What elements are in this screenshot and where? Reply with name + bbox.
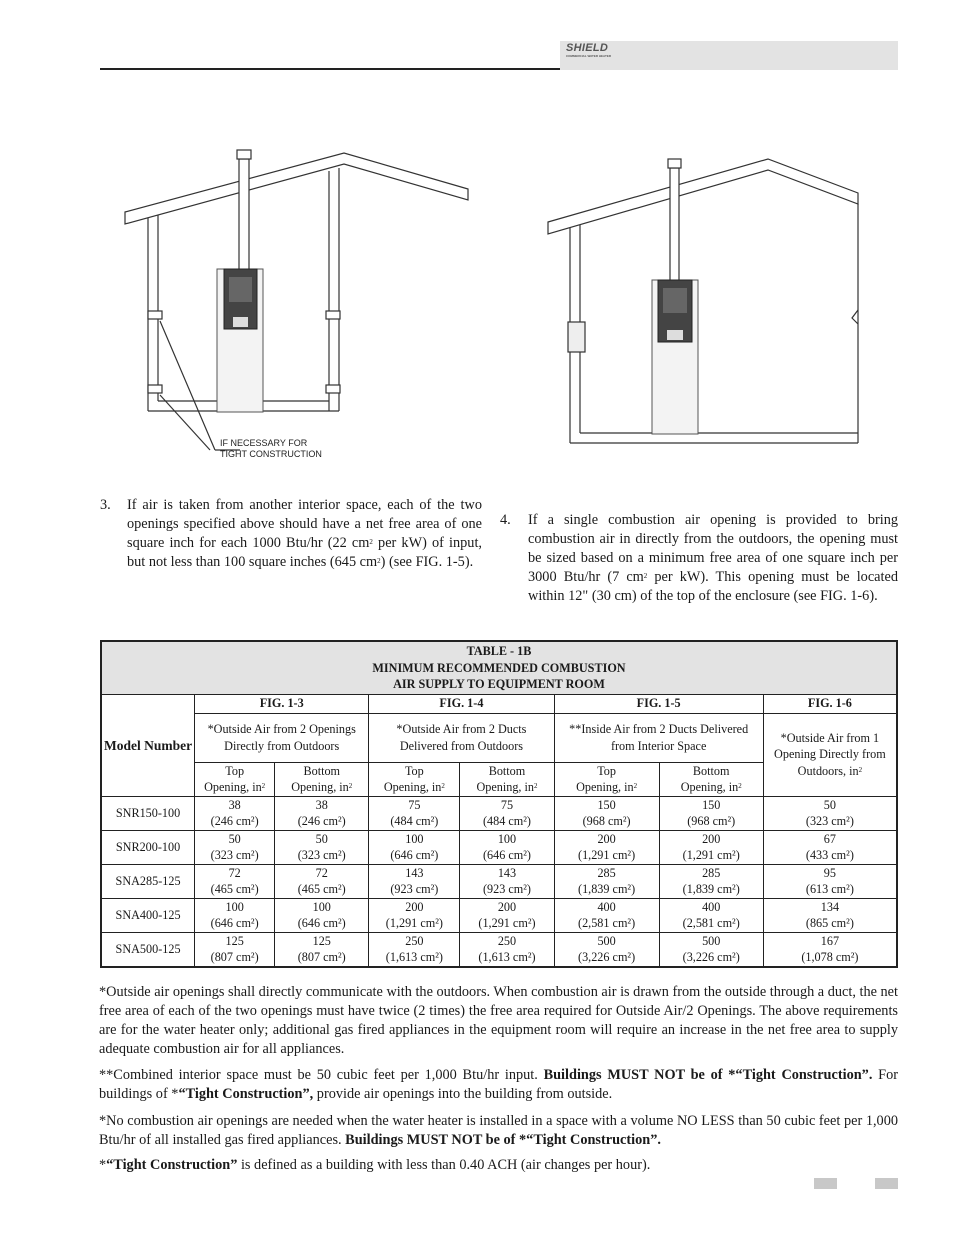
fig-header: FIG. 1-6 [763, 694, 897, 713]
value-cell: 150 (968 cm²) [554, 796, 659, 830]
water-heater-right [652, 280, 698, 434]
value-cell: 200 (1,291 cm²) [659, 830, 763, 864]
model-cell: SNR150-100 [101, 796, 195, 830]
value-cell: 285 (1,839 cm²) [659, 864, 763, 898]
note-no-openings: *No combustion air openings are needed when the water heater is installed in a space with a volume NO LESS than 50 cubic feet per 1,000 Btu/hr of all installed gas fired appliances. Buildings MUST NOT be of *“Tight Construction”. [99, 1113, 898, 1148]
page-marker-left [814, 1178, 837, 1189]
value-cell: 250 (1,613 cm²) [460, 932, 554, 967]
value-cell: 100 (646 cm²) [195, 898, 275, 932]
figure-interior-openings [120, 145, 480, 465]
table-row [101, 932, 897, 967]
model-number-header: Model Number [101, 694, 195, 796]
value-cell: 134 (865 cm²) [763, 898, 897, 932]
brand-logo: SHIELD COMMERCIAL WATER HEATER [566, 42, 611, 58]
table-title: TABLE - 1B MINIMUM RECOMMENDED COMBUSTION AIR SUPPLY TO EQUIPMENT ROOM [101, 641, 897, 694]
value-cell: 400 (2,581 cm²) [659, 898, 763, 932]
value-cell: 38 (246 cm²) [275, 796, 369, 830]
value-cell: 100 (646 cm²) [460, 830, 554, 864]
note-tight-construction: *“Tight Construction” is defined as a building with less than 0.40 ACH (air changes per hour). [99, 1157, 651, 1173]
value-cell: 500 (3,226 cm²) [659, 932, 763, 967]
fig-header: FIG. 1-3 [195, 694, 369, 713]
value-cell: 125 (807 cm²) [195, 932, 275, 967]
value-cell: 50 (323 cm²) [195, 830, 275, 864]
value-cell: 200 (1,291 cm²) [460, 898, 554, 932]
value-cell: 250 (1,613 cm²) [369, 932, 460, 967]
value-cell: 200 (1,291 cm²) [554, 830, 659, 864]
water-heater-left [217, 269, 263, 412]
value-cell: 72 (465 cm²) [195, 864, 275, 898]
value-cell: 143 (923 cm²) [369, 864, 460, 898]
value-cell: 100 (646 cm²) [275, 898, 369, 932]
fig-description: *Outside Air from 2 Openings Directly from Outdoors [195, 713, 369, 762]
fig-header: FIG. 1-5 [554, 694, 763, 713]
paragraph-4: 4. If a single combustion air opening is provided to bring combustion air in directly from the outdoors, the opening must be sized based on a minimum free area of one square inch per 3000 Btu/hr (7 $cm^2$ per kW). This opening must be located within 12" (30 cm) of the top of the enclosure (see FIG. 1-6). [500, 512, 898, 604]
figure-note: IF NECESSARY FOR TIGHT CONSTRUCTION [220, 438, 322, 459]
value-cell: 285 (1,839 cm²) [554, 864, 659, 898]
fig-description: *Outside Air from 2 Ducts Delivered from Outdoors [369, 713, 554, 762]
table-row [101, 796, 897, 830]
value-cell: 50 (323 cm²) [275, 830, 369, 864]
value-cell: 75 (484 cm²) [369, 796, 460, 830]
value-cell: 38 (246 cm²) [195, 796, 275, 830]
value-cell: 167 (1,078 cm²) [763, 932, 897, 967]
page-marker-right [875, 1178, 898, 1189]
figure-single-opening [540, 150, 870, 460]
value-cell: 50 (323 cm²) [763, 796, 897, 830]
value-cell: 72 (465 cm²) [275, 864, 369, 898]
value-cell: 125 (807 cm²) [275, 932, 369, 967]
fig-description: *Outside Air from 1 Opening Directly from Outdoors, $in^2$ [763, 713, 897, 796]
value-cell: 200 (1,291 cm²) [369, 898, 460, 932]
fig-header: FIG. 1-4 [369, 694, 554, 713]
note-interior-space: **Combined interior space must be 50 cubic feet per 1,000 Btu/hr input. Buildings MUST NOT be of *“Tight Construction”. For buildings of *“Tight Construction”, provide air openings into the building from outside. [99, 1067, 898, 1102]
fig-description: **Inside Air from 2 Ducts Delivered from Interior Space [554, 713, 763, 762]
table-row [101, 898, 897, 932]
model-cell: SNA500-125 [101, 932, 195, 967]
header-rule [100, 68, 626, 70]
note-outside-air: *Outside air openings shall directly communicate with the outdoors. When combustion air is drawn from the outside through a duct, the net free area of each of the two openings must have twice (2 times) the free area required for Outside Air/2 Openings. The above requirements are for the water heater only; additional gas fired appliances in the equipment room will require an increase in the net free area to supply adequate combustion air for all appliances. [99, 984, 898, 1057]
model-cell: SNR200-100 [101, 830, 195, 864]
value-cell: 100 (646 cm²) [369, 830, 460, 864]
value-cell: 150 (968 cm²) [659, 796, 763, 830]
paragraph-3: 3. If air is taken from another interior space, each of the two openings specified above should have a net free area of one square inch for each 1000 Btu/hr (22 $cm^2$ per kW) of input, but not less than 100 square inches (645 $cm^2$) (see FIG. 1-5). [100, 497, 482, 570]
model-cell: SNA285-125 [101, 864, 195, 898]
value-cell: 400 (2,581 cm²) [554, 898, 659, 932]
value-cell: 95 (613 cm²) [763, 864, 897, 898]
value-cell: 67 (433 cm²) [763, 830, 897, 864]
combustion-air-table: TABLE - 1B MINIMUM RECOMMENDED COMBUSTION AIR SUPPLY TO EQUIPMENT ROOM Model Number FIG. 1-3 FIG. 1-4 FIG. 1-5 FIG. 1-6 *Outside Air from 2 Openings Directly from Outdoors *Outside Air from 2 Ducts Delivered from Outdoors **Inside Air from 2 Ducts Delivered from Interior Space *Outside Air from 1 Opening Directly from Outdoors, $in^2$ Top Opening, $in^2$ Bottom Opening, $in^2$ Top Opening, $in^2$ Bottom Opening, $in^2$ Top Opening, $in^2$ Bottom Opening, $in^2$ SNR150-100 38 (246 cm²) 38 (246 cm²) 75 (484 cm²) 75 (484 cm²) 150 (968 cm²) 150 (968 cm²) 50 (323 cm²) SNR200-100 50 (323 cm²) 50 (323 cm²) 100 (646 cm²) 100 (646 cm²) 200 (1,291 cm²) 200 (1,291 cm²) 67 (433 cm²) SNA285-125 72 (465 cm²) 72 (465 cm²) 143 (923 cm²) 143 (923 cm²) 285 (1,839 cm²) 285 (1,839 cm²) 95 (613 cm²) SNA400-125 100 (646 cm²) 100 (646 cm²) 200 (1,291 cm²) 200 (1,291 cm²) 400 (2,581 cm²) 400 (2,581 cm²) 134 (865 cm²) SNA500-125 125 (807 cm²) 125 (807 cm²) 250 (1,613 cm²) 250 (1,613 cm²) 500 (3,226 cm²) 500 (3,226 cm²) 167 (1,078 cm²) [100, 640, 898, 968]
model-cell: SNA400-125 [101, 898, 195, 932]
value-cell: 143 (923 cm²) [460, 864, 554, 898]
value-cell: 75 (484 cm²) [460, 796, 554, 830]
table-row [101, 830, 897, 864]
value-cell: 500 (3,226 cm²) [554, 932, 659, 967]
table-row [101, 864, 897, 898]
